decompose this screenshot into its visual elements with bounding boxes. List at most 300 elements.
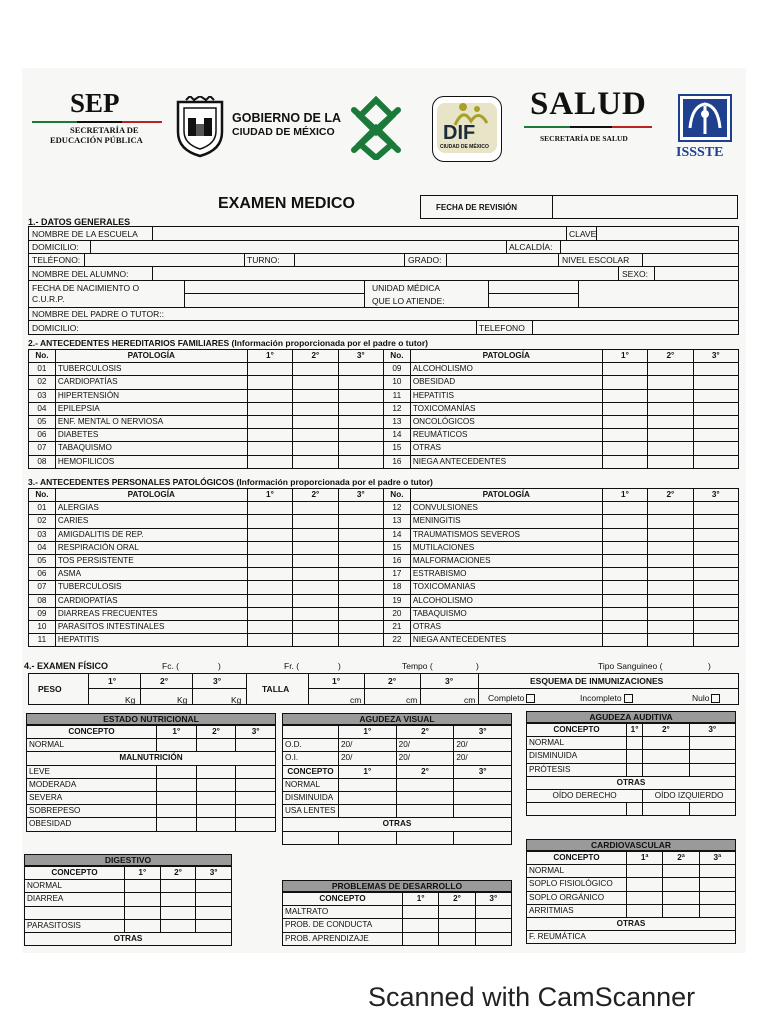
row-number: 08 [29, 594, 56, 607]
check-cell[interactable] [247, 528, 292, 541]
check-cell[interactable] [648, 455, 693, 468]
null-checkbox[interactable] [711, 694, 720, 703]
check-cell[interactable] [699, 904, 735, 917]
fr-close: ) [338, 661, 341, 671]
blank-cell[interactable] [283, 831, 339, 844]
height-2-label: 2° [388, 676, 397, 686]
acuity-cell[interactable]: 20/ [454, 739, 512, 752]
check-cell[interactable] [293, 363, 338, 376]
row-number: 04 [29, 541, 56, 554]
pathology-name: HEMOFILICOS [55, 455, 247, 468]
check-cell[interactable] [293, 429, 338, 442]
table-row [25, 880, 232, 893]
section-2-heading: 2.- ANTECEDENTES HEREDITARIOS FAMILIARES (Información proporcionada por el padre o tutor) [28, 338, 428, 348]
check-cell[interactable] [157, 791, 197, 804]
row-number: 05 [29, 554, 56, 567]
immun-incomplete: Incompleto [580, 694, 633, 703]
ordinal-header: 1° [403, 893, 439, 906]
check-cell[interactable] [157, 818, 197, 831]
check-cell[interactable] [247, 541, 292, 554]
check-cell[interactable] [403, 932, 439, 945]
check-cell[interactable] [602, 568, 647, 581]
check-cell[interactable] [160, 906, 196, 919]
check-cell[interactable] [648, 634, 693, 647]
check-cell[interactable] [157, 739, 197, 752]
blood-type-label: Tipo Sanguineo ( [598, 661, 663, 671]
check-cell[interactable] [247, 363, 292, 376]
school-key-label: CLAVE [569, 229, 597, 239]
check-cell[interactable] [160, 919, 196, 932]
check-cell[interactable] [648, 363, 693, 376]
issste-emblem-icon [678, 94, 732, 142]
check-cell[interactable] [338, 415, 383, 428]
check-cell[interactable] [648, 376, 693, 389]
table-row [27, 765, 276, 778]
check-cell[interactable] [236, 805, 276, 818]
check-cell[interactable] [396, 778, 454, 791]
pathology-name: MUTILACIONES [410, 541, 602, 554]
check-cell[interactable] [236, 818, 276, 831]
check-cell[interactable] [338, 568, 383, 581]
check-cell[interactable] [454, 778, 512, 791]
check-cell[interactable] [293, 581, 338, 594]
check-cell[interactable] [648, 581, 693, 594]
row-number: 22 [383, 634, 410, 647]
check-cell[interactable] [196, 906, 232, 919]
row-number: 05 [29, 415, 56, 428]
check-cell[interactable] [157, 765, 197, 778]
table-row [25, 906, 232, 919]
pathology-name: AMIGDALITIS DE REP. [55, 528, 247, 541]
check-cell[interactable] [396, 791, 454, 804]
check-cell[interactable] [693, 429, 738, 442]
check-cell[interactable] [693, 568, 738, 581]
check-cell[interactable] [396, 805, 454, 818]
check-cell[interactable] [627, 904, 663, 917]
table-row [29, 607, 739, 620]
check-cell[interactable] [293, 455, 338, 468]
check-cell[interactable] [157, 805, 197, 818]
check-cell[interactable] [602, 429, 647, 442]
concept-header: CONCEPTO [527, 852, 627, 865]
check-cell[interactable] [338, 554, 383, 567]
weight-3-unit: Kg [231, 695, 242, 705]
subheading-row [25, 932, 232, 945]
table-row [283, 919, 512, 932]
blood-type-close: ) [708, 661, 711, 671]
check-cell[interactable] [338, 363, 383, 376]
check-cell[interactable] [293, 528, 338, 541]
table-row [283, 805, 512, 818]
check-cell[interactable] [693, 502, 738, 515]
check-cell[interactable] [602, 376, 647, 389]
form-title: EXAMEN MEDICO [218, 195, 355, 212]
check-cell[interactable] [338, 515, 383, 528]
subheading: OTRAS [283, 818, 512, 831]
check-cell[interactable] [693, 402, 738, 415]
check-cell[interactable] [247, 634, 292, 647]
check-cell[interactable] [403, 906, 439, 919]
row-number: 17 [383, 568, 410, 581]
check-cell[interactable] [196, 739, 236, 752]
check-cell[interactable] [602, 554, 647, 567]
check-cell[interactable] [627, 763, 643, 776]
check-cell[interactable] [648, 442, 693, 455]
check-cell[interactable] [247, 607, 292, 620]
dif-logo [432, 96, 502, 162]
check-cell[interactable] [293, 607, 338, 620]
gobierno-logo [172, 96, 402, 162]
check-cell[interactable] [602, 528, 647, 541]
concept-label: PRÓTESIS [527, 763, 627, 776]
check-cell[interactable] [643, 763, 689, 776]
check-cell[interactable] [648, 607, 693, 620]
check-cell[interactable] [339, 805, 397, 818]
check-cell[interactable] [247, 502, 292, 515]
gob-line2: CIUDAD DE MÉXICO [232, 126, 335, 138]
blank-cell[interactable] [527, 803, 627, 816]
check-cell[interactable] [196, 791, 236, 804]
check-cell[interactable] [689, 737, 735, 750]
complete-checkbox[interactable] [526, 694, 535, 703]
check-cell[interactable] [693, 515, 738, 528]
column-header: No. [29, 489, 56, 502]
check-cell[interactable] [648, 568, 693, 581]
subheading: OTRAS [527, 917, 736, 930]
check-cell[interactable] [338, 634, 383, 647]
check-cell[interactable] [475, 906, 511, 919]
check-cell[interactable] [689, 763, 735, 776]
acuity-cell[interactable]: 20/ [396, 752, 454, 765]
check-cell[interactable] [247, 515, 292, 528]
row-number: 11 [383, 389, 410, 402]
blank-cell[interactable] [643, 803, 689, 816]
table-row [527, 737, 736, 750]
check-cell[interactable] [648, 415, 693, 428]
issste-logo [676, 94, 736, 162]
check-cell[interactable] [663, 891, 699, 904]
check-cell[interactable] [247, 620, 292, 633]
check-cell[interactable] [454, 805, 512, 818]
pathology-name: ALCOHOLISMO [410, 363, 602, 376]
check-cell[interactable] [693, 581, 738, 594]
check-cell[interactable] [602, 415, 647, 428]
check-cell[interactable] [247, 429, 292, 442]
shift-label: TURNO: [247, 255, 280, 265]
check-cell[interactable] [602, 634, 647, 647]
check-cell[interactable] [689, 750, 735, 763]
check-cell[interactable] [338, 607, 383, 620]
check-cell[interactable] [125, 906, 161, 919]
check-cell[interactable] [602, 455, 647, 468]
check-cell[interactable] [293, 568, 338, 581]
check-cell[interactable] [602, 389, 647, 402]
check-cell[interactable] [236, 791, 276, 804]
check-cell[interactable] [196, 765, 236, 778]
check-cell[interactable] [693, 634, 738, 647]
table-row [527, 878, 736, 891]
check-cell[interactable] [663, 904, 699, 917]
weight-2-label: 2° [160, 676, 169, 686]
issste-abbr: ISSSTE [676, 145, 724, 160]
fc-close: ) [218, 661, 221, 671]
pathology-name: TUBERCULOSIS [55, 581, 247, 594]
check-cell[interactable] [293, 594, 338, 607]
check-cell[interactable] [293, 634, 338, 647]
check-cell[interactable] [602, 620, 647, 633]
check-cell[interactable] [125, 880, 161, 893]
nutrition-title: ESTADO NUTRICIONAL [26, 713, 276, 725]
blank-cell[interactable] [396, 831, 454, 844]
hearing-title: AGUDEZA AUDITIVA [526, 711, 736, 723]
table-row [29, 415, 739, 428]
check-cell[interactable] [338, 581, 383, 594]
check-cell[interactable] [338, 502, 383, 515]
pathology-name: HIPERTENSIÓN [55, 389, 247, 402]
check-cell[interactable] [648, 541, 693, 554]
concept-label: ARRITMIAS [527, 904, 627, 917]
check-cell[interactable] [693, 376, 738, 389]
check-cell[interactable] [602, 607, 647, 620]
check-cell[interactable] [627, 891, 663, 904]
check-cell[interactable] [439, 906, 475, 919]
check-cell[interactable] [339, 791, 397, 804]
check-cell[interactable] [293, 502, 338, 515]
ordinal-header: 2° [439, 893, 475, 906]
check-cell[interactable] [247, 594, 292, 607]
table-row [29, 502, 739, 515]
check-cell[interactable] [293, 541, 338, 554]
blank-cell[interactable] [627, 803, 643, 816]
check-cell[interactable] [602, 402, 647, 415]
pathology-name: ONCOLÓGICOS [410, 415, 602, 428]
check-cell[interactable] [663, 865, 699, 878]
check-cell[interactable] [160, 893, 196, 906]
incomplete-checkbox[interactable] [624, 694, 633, 703]
check-cell[interactable] [693, 415, 738, 428]
check-cell[interactable] [439, 932, 475, 945]
table-header-row [283, 765, 512, 778]
check-cell[interactable] [293, 442, 338, 455]
concept-label: MALTRATO [283, 906, 403, 919]
table-row [283, 791, 512, 804]
check-cell[interactable] [196, 893, 232, 906]
immunization-label: ESQUEMA DE INMUNIZACIONES [530, 676, 664, 686]
check-cell[interactable] [602, 581, 647, 594]
check-cell[interactable] [627, 878, 663, 891]
check-cell[interactable] [699, 865, 735, 878]
pathology-name: HEPATITIS [55, 634, 247, 647]
pathology-header: PATOLOGÍA [410, 350, 602, 363]
check-cell[interactable] [693, 541, 738, 554]
sep-line1: SECRETARÍA DE [70, 125, 139, 135]
pathology-name: TABAQUISMO [55, 442, 247, 455]
review-date-label: FECHA DE REVISIÓN [436, 203, 518, 212]
check-cell[interactable] [196, 880, 232, 893]
check-cell[interactable] [339, 778, 397, 791]
check-cell[interactable] [196, 778, 236, 791]
check-cell[interactable] [693, 594, 738, 607]
check-cell[interactable] [293, 515, 338, 528]
table-row [29, 528, 739, 541]
check-cell[interactable] [602, 442, 647, 455]
check-cell[interactable] [293, 389, 338, 402]
check-cell[interactable] [157, 778, 197, 791]
check-cell[interactable] [338, 594, 383, 607]
check-cell[interactable] [627, 750, 643, 763]
check-cell[interactable] [338, 620, 383, 633]
check-cell[interactable] [602, 363, 647, 376]
ordinal-header: 3° [236, 726, 276, 739]
check-cell[interactable] [247, 415, 292, 428]
check-cell[interactable] [247, 568, 292, 581]
pathology-name: TRAUMATISMOS SEVEROS [410, 528, 602, 541]
check-cell[interactable] [648, 528, 693, 541]
table-row [527, 750, 736, 763]
row-number: 12 [383, 402, 410, 415]
check-cell[interactable] [627, 865, 663, 878]
check-cell[interactable] [403, 919, 439, 932]
blank-cell[interactable] [454, 831, 512, 844]
column-header: 3° [693, 350, 738, 363]
check-cell[interactable] [236, 765, 276, 778]
check-cell[interactable] [236, 739, 276, 752]
check-cell[interactable] [338, 402, 383, 415]
check-cell[interactable] [338, 389, 383, 402]
subheading-row [527, 917, 736, 930]
check-cell[interactable] [693, 389, 738, 402]
check-cell[interactable] [125, 919, 161, 932]
check-cell[interactable] [125, 893, 161, 906]
check-cell[interactable] [338, 541, 383, 554]
check-cell[interactable] [648, 554, 693, 567]
check-cell[interactable] [663, 878, 699, 891]
blank-row [527, 803, 736, 816]
check-cell[interactable] [247, 389, 292, 402]
pathology-name: RESPIRACIÓN ORAL [55, 541, 247, 554]
cardio-table [526, 851, 736, 944]
check-cell[interactable] [693, 620, 738, 633]
pathology-name: NIEGA ANTECEDENTES [410, 634, 602, 647]
pathology-name: ASMA [55, 568, 247, 581]
check-cell[interactable] [247, 402, 292, 415]
blank-cell[interactable] [339, 831, 397, 844]
coat-of-arms-icon [172, 96, 228, 158]
sep-line2: EDUCACIÓN PÚBLICA [50, 135, 143, 145]
pathology-name: MALFORMACIONES [410, 554, 602, 567]
check-cell[interactable] [643, 737, 689, 750]
check-cell[interactable] [247, 554, 292, 567]
pathology-name: TABAQUISMO [410, 607, 602, 620]
check-cell[interactable] [247, 455, 292, 468]
parent-name-label: NOMBRE DEL PADRE O TUTOR:: [32, 309, 164, 319]
check-cell[interactable] [196, 805, 236, 818]
check-cell[interactable] [293, 554, 338, 567]
weight-1-unit: Kg [125, 695, 136, 705]
check-cell[interactable] [693, 528, 738, 541]
check-cell[interactable] [693, 363, 738, 376]
check-cell[interactable] [643, 750, 689, 763]
acuity-cell[interactable]: 20/ [339, 752, 397, 765]
table-row [29, 554, 739, 567]
check-cell[interactable] [699, 891, 735, 904]
check-cell[interactable] [475, 932, 511, 945]
digestive-title: DIGESTIVO [24, 854, 232, 866]
check-cell[interactable] [338, 442, 383, 455]
check-cell[interactable] [602, 541, 647, 554]
hearing-table [526, 723, 736, 816]
blank-cell[interactable] [689, 803, 735, 816]
check-cell[interactable] [648, 620, 693, 633]
check-cell[interactable] [196, 818, 236, 831]
check-cell[interactable] [648, 389, 693, 402]
development-title: PROBLEMAS DE DESARROLLO [282, 880, 512, 892]
check-cell[interactable] [338, 455, 383, 468]
check-cell[interactable] [693, 455, 738, 468]
check-cell[interactable] [627, 737, 643, 750]
check-cell[interactable] [602, 594, 647, 607]
check-cell[interactable] [247, 442, 292, 455]
check-cell[interactable] [293, 415, 338, 428]
acuity-cell[interactable]: 20/ [396, 739, 454, 752]
check-cell[interactable] [338, 528, 383, 541]
check-cell[interactable] [439, 919, 475, 932]
check-cell[interactable] [693, 607, 738, 620]
check-cell[interactable] [293, 376, 338, 389]
check-cell[interactable] [648, 515, 693, 528]
check-cell[interactable] [648, 429, 693, 442]
check-cell[interactable] [648, 594, 693, 607]
table-row [29, 594, 739, 607]
check-cell[interactable] [247, 581, 292, 594]
acuity-cell[interactable]: 20/ [339, 739, 397, 752]
row-number: 09 [383, 363, 410, 376]
check-cell[interactable] [293, 402, 338, 415]
pathology-name: TUBERCULOSIS [55, 363, 247, 376]
check-cell[interactable] [475, 919, 511, 932]
row-number: 04 [29, 402, 56, 415]
check-cell[interactable] [160, 880, 196, 893]
acuity-cell[interactable]: 20/ [454, 752, 512, 765]
pathology-name: ALCOHOLISMO [410, 594, 602, 607]
row-number: 01 [29, 363, 56, 376]
check-cell[interactable] [648, 502, 693, 515]
phone2-label: TELEFONO [479, 323, 525, 333]
concept-label: NORMAL [25, 880, 125, 893]
check-cell[interactable] [602, 515, 647, 528]
check-cell[interactable] [454, 791, 512, 804]
check-cell[interactable] [338, 376, 383, 389]
table-row [29, 376, 739, 389]
table-row [27, 791, 276, 804]
check-cell[interactable] [338, 429, 383, 442]
check-cell[interactable] [648, 402, 693, 415]
check-cell[interactable] [247, 376, 292, 389]
concept-label: MODERADA [27, 778, 157, 791]
ordinal-header: 1° [627, 724, 643, 737]
check-cell[interactable] [602, 502, 647, 515]
check-cell[interactable] [699, 878, 735, 891]
check-cell[interactable] [693, 554, 738, 567]
row-number: 10 [29, 620, 56, 633]
check-cell[interactable] [693, 442, 738, 455]
check-cell[interactable] [293, 620, 338, 633]
subheading: MALNUTRICIÓN [27, 752, 276, 765]
concept-header: CONCEPTO [283, 893, 403, 906]
check-cell[interactable] [196, 919, 232, 932]
check-cell[interactable] [236, 778, 276, 791]
row-number: 13 [383, 415, 410, 428]
